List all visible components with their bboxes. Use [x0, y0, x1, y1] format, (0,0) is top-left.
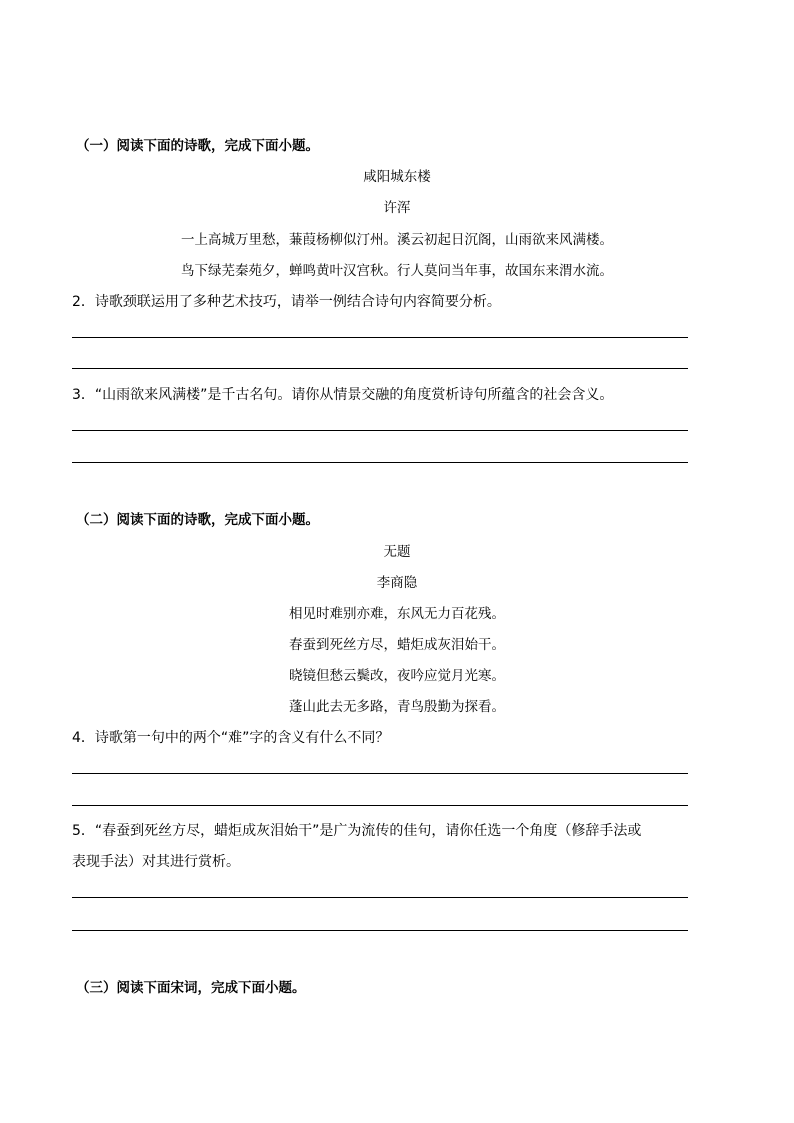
- answer-line[interactable]: [72, 430, 688, 431]
- poem-2-author: 李商隐: [376, 575, 418, 591]
- question-5-continued: 表现手法）对其进行赏析。: [72, 854, 240, 870]
- question-4: 4．诗歌第一句中的两个“难”字的含义有什么不同？: [72, 730, 390, 746]
- poem-2-line-1: 相见时难别亦难，东风无力百花残。: [289, 606, 505, 622]
- section-1-title: （一）阅读下面的诗歌，完成下面小题。: [76, 138, 319, 154]
- poem-2-line-4: 蓬山此去无多路，青鸟殷勤为探看。: [289, 699, 505, 715]
- section-3-title: （三）阅读下面宋词，完成下面小题。: [76, 980, 306, 996]
- poem-1-title: 咸阳城东楼: [363, 169, 431, 185]
- poem-2-title: 无题: [383, 544, 411, 560]
- poem-1-author: 许浑: [383, 200, 411, 216]
- question-2: 2．诗歌颈联运用了多种艺术技巧，请举一例结合诗句内容简要分析。: [72, 294, 501, 310]
- answer-line[interactable]: [72, 337, 688, 338]
- question-5: 5．“春蚕到死丝方尽，蜡炬成灰泪始干”是广为流传的佳句，请你任选一个角度（修辞手法或: [72, 823, 642, 839]
- answer-line[interactable]: [72, 773, 688, 774]
- answer-line[interactable]: [72, 368, 688, 369]
- poem-2-line-3: 晓镜但愁云鬓改，夜吟应觉月光寒。: [289, 668, 505, 684]
- section-2-title: （二）阅读下面的诗歌，完成下面小题。: [76, 512, 319, 528]
- poem-2-line-2: 春蚕到死丝方尽，蜡炬成灰泪始干。: [289, 637, 505, 653]
- answer-line[interactable]: [72, 897, 688, 898]
- poem-1-line-2: 鸟下绿芜秦苑夕，蝉鸣黄叶汉宫秋。行人莫问当年事，故国东来渭水流。: [181, 263, 613, 279]
- poem-1-line-1: 一上高城万里愁，蒹葭杨柳似汀州。溪云初起日沉阁，山雨欲来风满楼。: [181, 232, 613, 248]
- answer-line[interactable]: [72, 930, 688, 931]
- answer-line[interactable]: [72, 462, 688, 463]
- question-3: 3．“山雨欲来风满楼”是千古名句。请你从情景交融的角度赏析诗句所蕴含的社会含义。: [72, 387, 614, 403]
- answer-line[interactable]: [72, 805, 688, 806]
